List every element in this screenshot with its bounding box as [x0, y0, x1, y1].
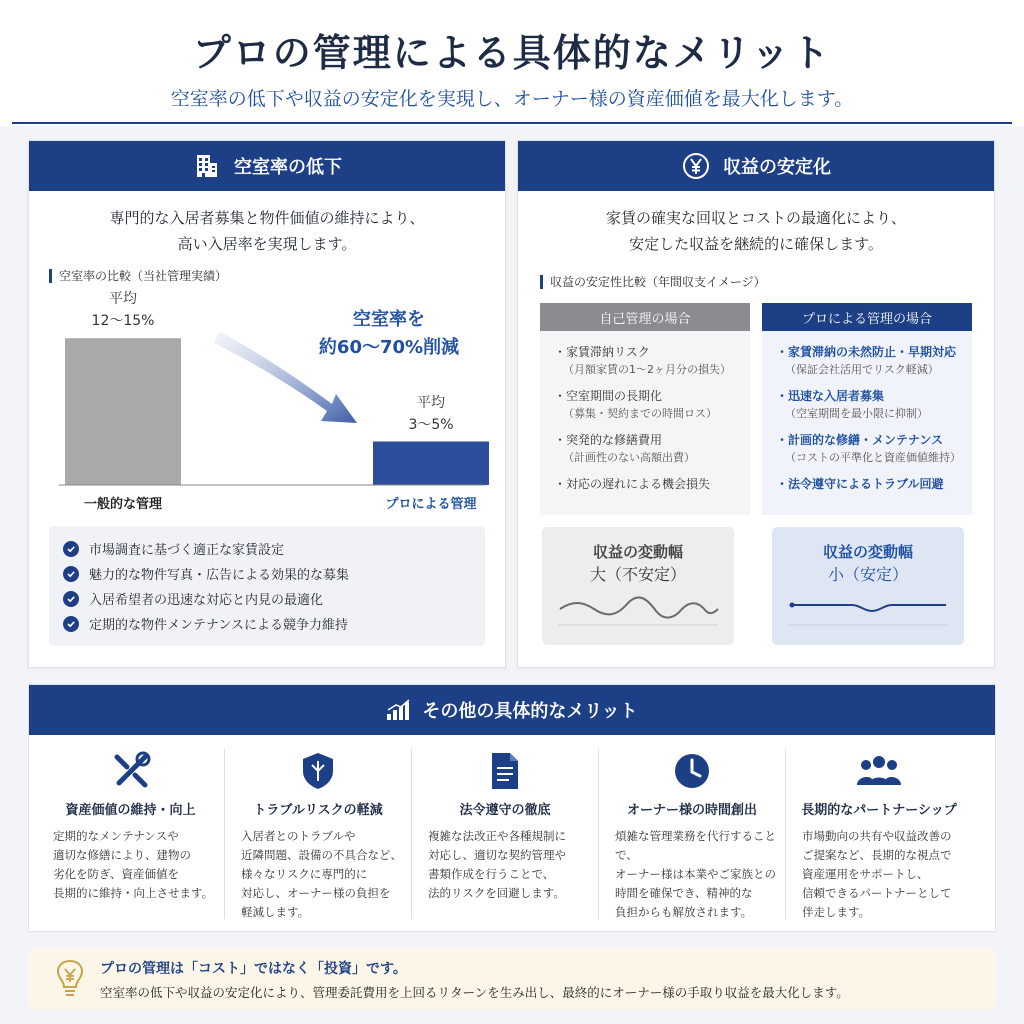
merit-line: ご提案など、長期的な視点で [802, 848, 952, 862]
reduction-callout-line: 空室率を [353, 309, 425, 330]
self-managed-heading: 自己管理の場合 [540, 303, 750, 331]
risk-item [554, 475, 740, 493]
variation-title: 収益の変動幅 [822, 543, 913, 561]
header-divider [12, 122, 1012, 124]
bar-category-label: プロによる管理 [385, 497, 477, 512]
page-subtitle: 空室率の低下や収益の安定化を実現し、オーナー様の資産価値を最大化します。 [170, 88, 854, 110]
merit-line: 近隣問題、設備の不具合など、 [241, 848, 402, 862]
vacancy-panel [28, 140, 506, 668]
tools-icon [37, 749, 224, 793]
benefit-item [776, 431, 962, 467]
risk-item [554, 387, 740, 423]
income-section-label: 収益の安定性比較（年間収支イメージ） [540, 275, 766, 289]
merit-title: 長期的なパートナーシップ [801, 803, 957, 818]
checklist-item [63, 561, 471, 586]
merit-line: 信頼できるパートナーとして [802, 886, 952, 900]
merit-description [802, 827, 967, 922]
vacancy-section-label: 空室率の比較（当社管理実績） [49, 269, 227, 283]
benefit-item-note: （コストの平準化と資産価値維持） [785, 451, 961, 464]
merit-card [37, 749, 224, 919]
check-circle-icon [63, 591, 79, 607]
benefit-item [776, 387, 962, 423]
merit-line: 定期的なメンテナンスや [53, 829, 179, 843]
income-lead [518, 205, 994, 257]
risk-item [554, 431, 740, 467]
self-managed-column [540, 303, 750, 515]
bar-value-label-line: 3〜5% [408, 416, 454, 433]
merit-description [615, 827, 780, 922]
merit-card [411, 749, 598, 919]
pro-managed-heading: プロによる管理の場合 [762, 303, 972, 331]
reduction-callout-line: 約60〜70%削減 [318, 337, 460, 358]
people-icon [786, 749, 972, 793]
bar-value-label [53, 288, 193, 332]
merit-line: 市場動向の共有や収益改善の [802, 829, 952, 843]
merit-line: 劣化を防ぎ、資産価値を [53, 867, 180, 881]
check-circle-icon [63, 616, 79, 632]
vacancy-panel-header [29, 141, 505, 191]
other-merits-section [28, 684, 996, 932]
reduction-callout [299, 306, 479, 362]
merit-card [598, 749, 785, 919]
checklist-item [63, 586, 471, 611]
merit-line: 対応し、オーナー様の負担を [241, 886, 391, 900]
merit-line: 伴走します。 [802, 905, 871, 919]
merit-line: 長期的に維持・向上させます。 [53, 886, 214, 900]
checklist-item-label: 魅力的な物件写真・広告による効果的な募集 [89, 568, 350, 583]
income-lead-line: 安定した収益を継続的に確保します。 [629, 235, 883, 253]
clock-icon [599, 749, 785, 793]
page-title: プロの管理による具体的なメリット [192, 30, 832, 75]
bar-value-label-line: 12〜15% [91, 313, 155, 330]
bar-value-label [361, 392, 501, 436]
risk-item [554, 343, 740, 379]
pro-managed-column [762, 303, 972, 515]
benefit-item-title: ・家賃滞納の未然防止・早期対応 [776, 345, 957, 359]
checklist-item [63, 611, 471, 636]
risk-item-title: ・空室期間の長期化 [554, 389, 663, 403]
income-panel-header [518, 141, 994, 191]
yen-circle-icon [681, 151, 711, 181]
merit-line: 資産運用をサポートし、 [802, 867, 929, 881]
vacancy-panel-title: 空室率の低下 [234, 157, 342, 178]
income-lead-line: 家賃の確実な回収とコストの最適化により、 [605, 209, 906, 227]
merit-line: オーナー様は本業やご家族との [615, 867, 776, 881]
bar-chart-icon [386, 699, 412, 721]
other-merits-header [29, 685, 995, 735]
bar-value-label-line: 平均 [109, 291, 137, 308]
variation-value: 大（不安定） [589, 565, 686, 584]
other-merits-title: その他の具体的なメリット [422, 701, 638, 722]
merit-line: 入居者とのトラブルや [241, 829, 356, 843]
callout-body: 空室率の低下や収益の安定化により、管理委託費用を上回るリターンを生み出し、最終的にオーナー様の手取り収益を最大化します。 [100, 985, 849, 1000]
risk-item-note: （募集・契約までの時間ロス） [563, 407, 717, 420]
merit-line: 軽減します。 [241, 905, 310, 919]
merit-line: 複雑な法改正や各種規制に [428, 829, 566, 843]
bar-value-label-line: 平均 [417, 394, 445, 411]
merit-title: トラブルリスクの軽減 [253, 803, 383, 818]
vacancy-checklist [49, 526, 485, 646]
merit-description [428, 827, 593, 903]
vacancy-lead-line: 高い入居率を実現します。 [177, 235, 357, 253]
merit-line: 煩雑な管理業務を代行することで、 [615, 829, 776, 862]
income-panel-title: 収益の安定化 [723, 157, 831, 178]
risk-item-note: （月額家賃の1〜2ヶ月分の損失） [563, 363, 731, 376]
building-icon [192, 151, 222, 181]
benefit-item-title: ・計画的な修繕・メンテナンス [776, 433, 944, 447]
checklist-item-label: 定期的な物件メンテナンスによる競争力維持 [89, 618, 348, 633]
pro-variation-box [772, 527, 964, 645]
variation-value: 小（安定） [827, 565, 908, 584]
vacancy-lead-line: 専門的な入居者募集と物件価値の維持により、 [109, 209, 425, 227]
benefit-item-title: ・法令遵守によるトラブル回避 [776, 477, 944, 491]
merit-card [785, 749, 972, 919]
merit-line: 適切な修繕により、建物の [53, 848, 191, 862]
merit-title: 資産価値の維持・向上 [65, 803, 196, 818]
unstable-wave-graphic [542, 587, 734, 637]
risk-item-title: ・突発的な修繕費用 [554, 433, 663, 447]
document-icon [412, 749, 598, 793]
income-panel [517, 140, 995, 668]
self-variation-box [542, 527, 734, 645]
vacancy-chart [49, 291, 489, 521]
merit-line: 法的リスクを回避します。 [428, 886, 565, 900]
risk-item-note: （計画性のない高額出費） [563, 451, 695, 464]
checklist-item [63, 536, 471, 561]
merit-card [224, 749, 411, 919]
investment-callout [28, 948, 996, 1010]
vacancy-lead [29, 205, 505, 257]
callout-title: プロの管理は「コスト」ではなく「投資」です。 [100, 961, 407, 977]
merit-description [241, 827, 406, 922]
bar-category-label: 一般的な管理 [83, 497, 162, 512]
vacancy-bar [373, 442, 489, 486]
variation-title: 収益の変動幅 [592, 543, 683, 561]
benefit-item-note: （保証会社活用でリスク軽減） [785, 363, 939, 376]
checklist-item-label: 市場調査に基づく適正な家賃設定 [89, 543, 285, 558]
page-header [0, 0, 1024, 126]
merit-title: オーナー様の時間創出 [626, 803, 757, 818]
merit-line: 様々なリスクに専門的に [241, 867, 368, 881]
checklist-item-label: 入居希望者の迅速な対応と内見の最適化 [89, 593, 324, 608]
merit-line: 書類作成を行うことで、 [428, 867, 555, 881]
stable-line-graphic [772, 587, 964, 637]
merit-title: 法令遵守の徹底 [459, 803, 551, 818]
benefit-item [776, 475, 962, 493]
risk-item-title: ・家賃滞納リスク [554, 345, 650, 359]
check-circle-icon [63, 566, 79, 582]
check-circle-icon [63, 541, 79, 557]
merit-description [53, 827, 218, 903]
merit-line: 時間を確保でき、精神的な [615, 886, 753, 900]
lightbulb-yen-icon [50, 958, 90, 1000]
risk-item-title: ・対応の遅れによる機会損失 [554, 477, 711, 491]
benefit-item-note: （空室期間を最小限に抑制） [785, 407, 928, 420]
benefit-item [776, 343, 962, 379]
vacancy-bar [65, 338, 181, 485]
merit-line: 負担からも解放されます。 [615, 905, 753, 919]
benefit-item-title: ・迅速な入居者募集 [776, 389, 885, 403]
shield-icon [225, 749, 411, 793]
merit-line: 対応し、適切な契約管理や [428, 848, 566, 862]
